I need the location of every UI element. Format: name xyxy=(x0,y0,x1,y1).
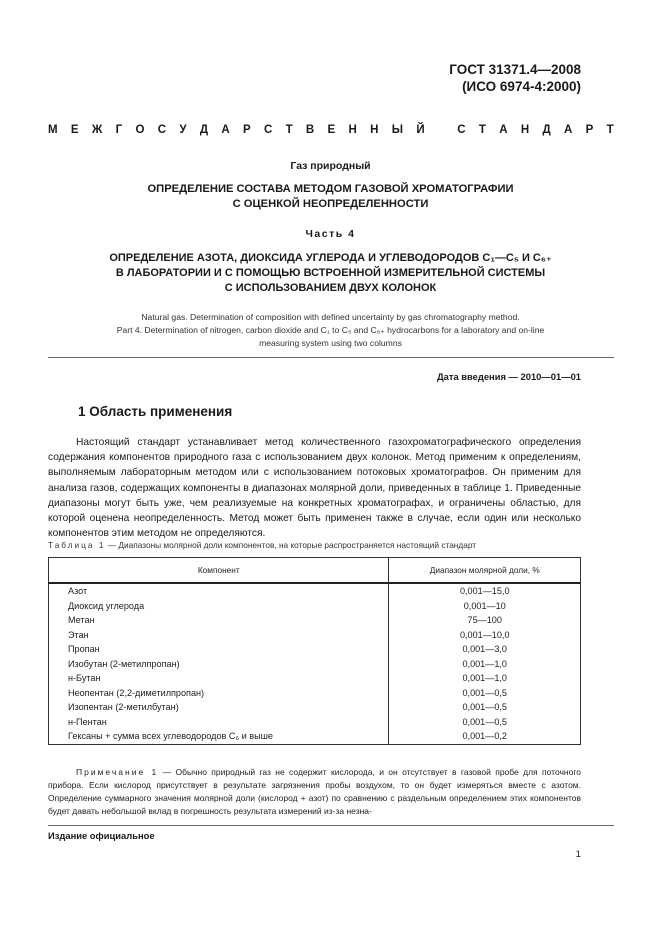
table-note xyxy=(48,766,581,818)
component-name-cell: н-Пентан xyxy=(49,715,389,730)
note-text: — Обычно природный газ не содержит кислорода, и он отсутствует в газовой пробе для поточного прибора. Если кислород присутствует в результате загрязнения пробы воздухом, то он будет измеряться вместе с азотом. Определение суммарного значения молярной доли (кислород + азот) по сравнению с раздельным определением этих компонентов будет давать небольшой вклад в погрешность результата измерений из-за незна- xyxy=(48,767,581,816)
banner-letter: А xyxy=(563,124,573,136)
banner-letter: В xyxy=(305,124,315,136)
banner-letter: Ы xyxy=(391,124,404,136)
standard-code: ГОСТ 31371.4—2008 xyxy=(449,62,581,77)
part-title-line: С ИСПОЛЬЗОВАНИЕМ ДВУХ КОЛОНОК xyxy=(224,282,437,294)
component-name-cell: Изопентан (2-метилбутан) xyxy=(49,700,389,715)
component-name-cell: Метан xyxy=(49,613,389,628)
banner-letter: Н xyxy=(348,124,357,136)
banner-letter: Т xyxy=(285,124,293,136)
banner-letter: С xyxy=(157,124,167,136)
part-title xyxy=(0,251,661,296)
table-row xyxy=(49,729,581,744)
component-name-cell: Азот xyxy=(49,583,389,599)
table-row xyxy=(49,700,581,715)
table-body xyxy=(49,583,581,744)
table-row xyxy=(49,657,581,672)
table-row xyxy=(49,642,581,657)
english-title-line: Natural gas. Determination of composition with defined uncertainty by gas chromatography method. xyxy=(141,312,520,322)
banner-letter: М xyxy=(48,124,58,136)
table-header-row xyxy=(49,558,581,584)
banner-letter: С xyxy=(457,124,466,136)
table-row xyxy=(49,715,581,730)
banner-letter: Д xyxy=(542,124,551,136)
english-title xyxy=(80,311,581,350)
banner-letter: Г xyxy=(115,124,123,136)
mole-fraction-range-cell: 0,001—10 xyxy=(389,599,581,614)
mole-fraction-range-cell: 0,001—0,5 xyxy=(389,715,581,730)
banner-letter: А xyxy=(221,124,230,136)
main-title-line: ОПРЕДЕЛЕНИЕ СОСТАВА МЕТОДОМ ГАЗОВОЙ ХРОМАТОГРАФИИ xyxy=(147,183,514,195)
banner-letter: Д xyxy=(199,124,209,136)
interstate-standard-banner xyxy=(48,124,614,136)
document-subject: Газ природный xyxy=(290,160,371,172)
divider xyxy=(48,357,614,358)
banner-letter: Т xyxy=(478,124,486,136)
banner-letter: Н xyxy=(370,124,379,136)
mole-fraction-range-cell: 0,001—0,5 xyxy=(389,686,581,701)
mole-fraction-range-cell: 0,001—15,0 xyxy=(389,583,581,599)
document-main-title xyxy=(0,182,661,212)
table-caption-text: — Диапазоны молярной доли компонентов, на которые распространяется настоящий стандарт xyxy=(105,540,477,550)
banner-letter: Ж xyxy=(91,124,103,136)
iso-equivalent-code: (ИСО 6974-4:2000) xyxy=(462,79,581,94)
component-name-cell: н-Бутан xyxy=(49,671,389,686)
part-title-line: ОПРЕДЕЛЕНИЕ АЗОТА, ДИОКСИДА УГЛЕРОДА И УГЛЕВОДОРОДОВ С₁—С₅ И С₆₊ xyxy=(109,252,552,264)
components-table xyxy=(48,557,581,745)
banner-letter: О xyxy=(135,124,145,136)
component-name-cell: Пропан xyxy=(49,642,389,657)
effective-date: Дата введения — 2010—01—01 xyxy=(436,371,581,382)
banner-letter: Е xyxy=(70,124,79,136)
official-edition-label: Издание официальное xyxy=(48,830,155,841)
banner-letter: С xyxy=(263,124,273,136)
mole-fraction-range-cell: 75—100 xyxy=(389,613,581,628)
table-caption xyxy=(48,540,476,550)
note-label: Примечание 1 xyxy=(76,767,159,777)
banner-letter: Р xyxy=(585,124,594,136)
banner-word-gap xyxy=(438,124,444,136)
table-row xyxy=(49,583,581,599)
mole-fraction-range-cell: 0,001—1,0 xyxy=(389,657,581,672)
table-row xyxy=(49,671,581,686)
mole-fraction-range-cell: 0,001—10,0 xyxy=(389,628,581,643)
table-row xyxy=(49,628,581,643)
english-title-line: Part 4. Determination of nitrogen, carbon dioxide and C₁ to C₅ and C₆₊ hydrocarbons for a laboratory and on-line xyxy=(116,325,545,335)
banner-letter: Т xyxy=(606,124,614,136)
component-name-cell: Изобутан (2-метилпропан) xyxy=(49,657,389,672)
column-header-range: Диапазон молярной доли, % xyxy=(389,558,581,584)
mole-fraction-range-cell: 0,001—0,2 xyxy=(389,729,581,744)
english-title-line: measuring system using two columns xyxy=(259,338,402,348)
table-row xyxy=(49,599,581,614)
mole-fraction-range-cell: 0,001—1,0 xyxy=(389,671,581,686)
part-title-line: В ЛАБОРАТОРИИ И С ПОМОЩЬЮ ВСТРОЕННОЙ ИЗМЕРИТЕЛЬНОЙ СИСТЕМЫ xyxy=(115,267,546,279)
mole-fraction-range-cell: 0,001—0,5 xyxy=(389,700,581,715)
part-number: Часть 4 xyxy=(305,228,356,240)
component-name-cell: Диоксид углерода xyxy=(49,599,389,614)
component-name-cell: Неопентан (2,2-диметилпропан) xyxy=(49,686,389,701)
table-row xyxy=(49,613,581,628)
banner-letter: Р xyxy=(242,124,251,136)
table-caption-label: Таблица 1 xyxy=(48,540,106,550)
banner-letter: А xyxy=(499,124,508,136)
table-row xyxy=(49,686,581,701)
section-heading: 1 Область применения xyxy=(78,404,233,419)
banner-letter: Н xyxy=(520,124,530,136)
page-number: 1 xyxy=(575,849,581,860)
main-title-line: С ОЦЕНКОЙ НЕОПРЕДЕЛЕННОСТИ xyxy=(232,198,429,210)
banner-letter: У xyxy=(179,124,187,136)
banner-letter: Е xyxy=(327,124,336,136)
mole-fraction-range-cell: 0,001—3,0 xyxy=(389,642,581,657)
footer-divider xyxy=(48,825,614,826)
component-name-cell: Гексаны + сумма всех углеводородов С₆ и выше xyxy=(49,729,389,744)
component-name-cell: Этан xyxy=(49,628,389,643)
column-header-component: Компонент xyxy=(49,558,389,584)
banner-letter: Й xyxy=(416,124,425,136)
section-paragraph: Настоящий стандарт устанавливает метод количественного газохроматографического определения содержания компонентов природного газа с использованием двух колонок. Метод применим к определениям, выполняемым лабораторным методом или с использованием потоковых хроматографов. Он применим для анализа газов, содержащих компоненты в диапазонах молярной доли, приведенных в таблице 1. Приведенные диапазоны могут быть уже, чем реализуемые на конкретных хроматографах, и ограничены областью, для которой оценена неопределенность. Метод может быть применен также в случае, если один или несколько компонентов этим методом не определяются. xyxy=(48,437,581,540)
